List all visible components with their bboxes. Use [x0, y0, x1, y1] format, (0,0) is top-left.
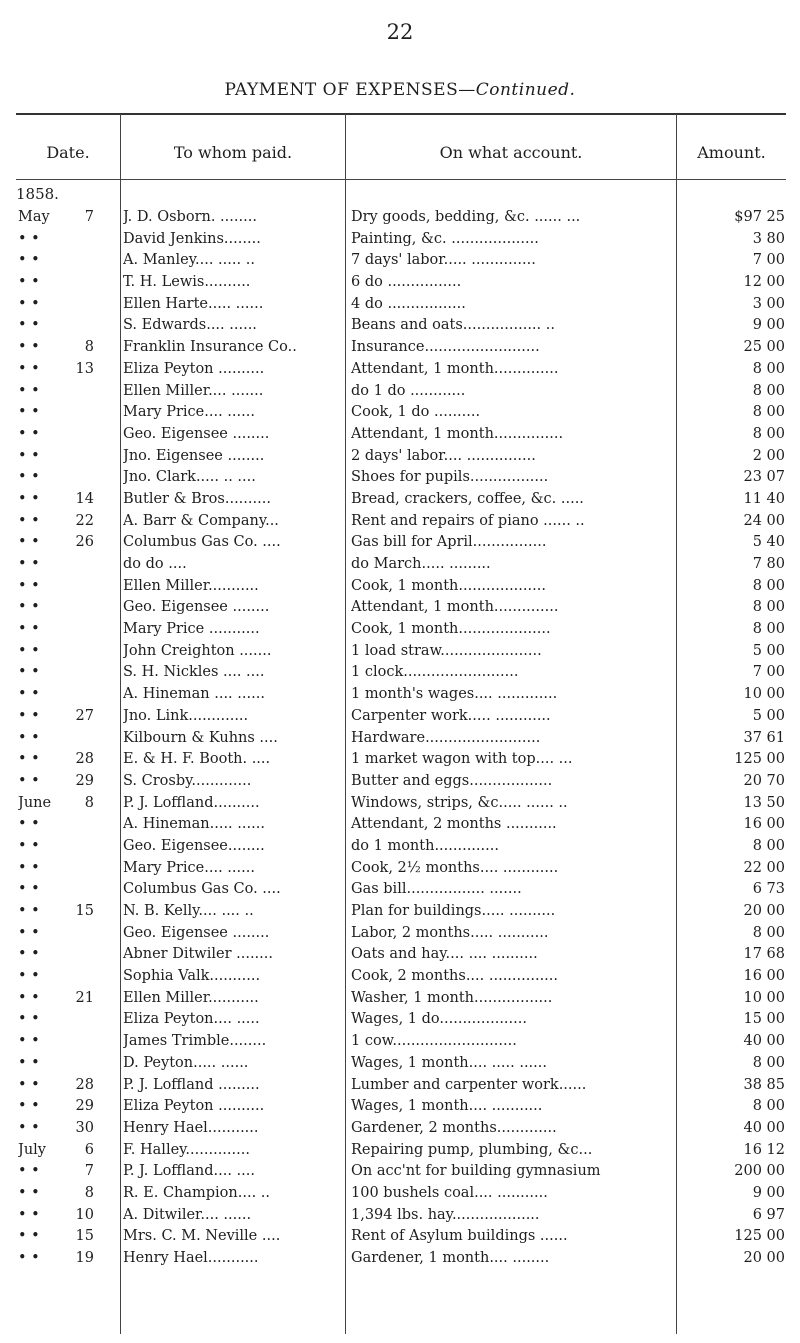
- row-payee: P. J. Loffland .........: [123, 1076, 260, 1093]
- row-account: 1 clock.........................: [351, 664, 519, 681]
- row-amount: 3 80: [752, 230, 785, 247]
- row-month: • •: [18, 837, 40, 854]
- row-account: Cook, 1 month...................: [351, 577, 546, 594]
- row-amount: 5 00: [752, 707, 785, 724]
- table-row: [0, 684, 800, 706]
- row-payee: Eliza Peyton.... .....: [123, 1011, 260, 1028]
- expense-table: [0, 207, 800, 1270]
- row-payee: A. Hineman..... ......: [123, 816, 265, 833]
- table-row: [0, 576, 800, 598]
- table-row: [0, 814, 800, 836]
- row-month: • •: [18, 903, 40, 919]
- table-row: [0, 424, 800, 446]
- row-payee: Jno. Eigensee ........: [123, 447, 265, 464]
- row-month: • •: [18, 1054, 40, 1071]
- row-month: • •: [18, 295, 40, 312]
- row-day: 28: [75, 1076, 94, 1093]
- row-month: • •: [18, 989, 40, 1006]
- row-payee: E. & H. F. Booth. ....: [123, 751, 271, 768]
- row-payee: S. Edwards.... ......: [123, 317, 257, 334]
- row-day: 13: [75, 360, 94, 377]
- row-amount: 125 00: [734, 751, 785, 768]
- row-month: • •: [18, 772, 40, 789]
- row-amount: 16 12: [743, 1141, 785, 1158]
- row-account: Insurance.........................: [351, 339, 540, 356]
- table-row: [0, 988, 800, 1010]
- row-payee: Mary Price.... ......: [123, 404, 255, 421]
- row-payee: Jno. Link.............: [123, 707, 249, 724]
- row-payee: Sophia Valk...........: [123, 968, 261, 985]
- row-payee: John Creighton .......: [123, 642, 272, 659]
- row-account: 1 cow...........................: [351, 1033, 517, 1050]
- row-amount: 37 61: [743, 729, 785, 746]
- row-day: 21: [75, 989, 94, 1006]
- row-amount: 9 00: [752, 1184, 785, 1201]
- row-month: • •: [18, 339, 40, 356]
- row-account: Wages, 1 month.... ...........: [351, 1098, 543, 1115]
- row-month: • •: [18, 512, 40, 529]
- table-row: [0, 250, 800, 272]
- row-account: Butter and eggs..................: [351, 772, 553, 789]
- row-payee: David Jenkins........: [123, 230, 261, 247]
- row-payee: P. J. Loffland..........: [123, 794, 260, 811]
- table-row: [0, 402, 800, 424]
- row-account: Attendant, 1 month..............: [351, 360, 559, 377]
- table-row: [0, 446, 800, 468]
- row-amount: 8 00: [752, 837, 785, 854]
- header-rule: [16, 179, 786, 180]
- row-amount: 8 00: [752, 404, 785, 421]
- row-month: June: [18, 794, 52, 811]
- row-payee: A. Hineman .... ......: [123, 686, 265, 703]
- row-amount: 7 00: [752, 664, 785, 681]
- row-payee: P. J. Loffland.... ....: [123, 1163, 255, 1180]
- row-account: 7 days' labor..... ..............: [351, 252, 536, 269]
- row-payee: R. E. Champion.... ..: [123, 1184, 271, 1201]
- row-day: 8: [84, 1184, 94, 1201]
- row-day: 19: [75, 1250, 94, 1266]
- table-row: [0, 1096, 800, 1118]
- row-month: • •: [18, 1098, 40, 1115]
- row-amount: 25 00: [743, 339, 785, 356]
- row-month: • •: [18, 317, 40, 334]
- table-row: [0, 793, 800, 815]
- table-row: [0, 1183, 800, 1205]
- row-amount: 8 00: [752, 425, 785, 442]
- row-payee: Mary Price ...........: [123, 621, 260, 638]
- row-account: Repairing pump, plumbing, &c...: [351, 1141, 593, 1158]
- row-day: 30: [75, 1119, 94, 1136]
- row-account: 4 do .................: [351, 295, 466, 312]
- table-row: [0, 207, 800, 229]
- row-month: • •: [18, 469, 40, 486]
- table-row: [0, 1009, 800, 1031]
- row-payee: Butler & Bros..........: [123, 490, 271, 507]
- row-amount: 20 00: [743, 903, 785, 919]
- row-account: Cook, 2½ months.... ............: [351, 859, 559, 876]
- table-row: [0, 923, 800, 945]
- table-row: [0, 771, 800, 793]
- row-amount: 8 00: [752, 360, 785, 377]
- row-account: Oats and hay.... .... ..........: [351, 946, 538, 963]
- row-payee: Ellen Harte..... ......: [123, 295, 264, 312]
- row-amount: 8 00: [752, 1054, 785, 1071]
- column-header-account: On what account.: [439, 143, 583, 162]
- row-amount: 200 00: [734, 1163, 785, 1180]
- row-month: • •: [18, 707, 40, 724]
- row-amount: 8 00: [752, 1098, 785, 1115]
- row-account: do 1 do ............: [351, 382, 466, 399]
- row-month: • •: [18, 252, 40, 269]
- row-payee: A. Manley.... ..... ..: [123, 252, 255, 269]
- row-payee: D. Peyton..... ......: [123, 1054, 249, 1071]
- row-amount: $97 25: [734, 209, 785, 225]
- column-header-payee: To whom paid.: [173, 143, 293, 162]
- row-payee: Jno. Clark..... .. ....: [123, 469, 256, 486]
- row-day: 15: [75, 1228, 94, 1245]
- row-day: 7: [84, 1163, 94, 1180]
- row-account: Labor, 2 months..... ...........: [351, 924, 549, 941]
- row-month: • •: [18, 1076, 40, 1093]
- row-amount: 20 70: [743, 772, 785, 789]
- row-account: Wages, 1 do...................: [351, 1011, 527, 1028]
- row-account: Gas bill for April................: [351, 534, 547, 551]
- row-amount: 40 00: [743, 1119, 785, 1136]
- row-amount: 2 00: [752, 447, 785, 464]
- row-month: • •: [18, 1206, 40, 1223]
- row-account: Bread, crackers, coffee, &c. .....: [351, 490, 584, 507]
- row-account: 6 do ................: [351, 274, 462, 291]
- row-account: On acc'nt for building gymnasium: [351, 1163, 601, 1180]
- row-month: • •: [18, 924, 40, 941]
- row-month: • •: [18, 642, 40, 659]
- row-day: 29: [75, 772, 94, 789]
- table-row: [0, 901, 800, 923]
- row-day: 6: [84, 1141, 94, 1158]
- row-amount: 11 40: [743, 490, 785, 507]
- table-row: [0, 554, 800, 576]
- row-month: • •: [18, 404, 40, 421]
- row-month: • •: [18, 556, 40, 572]
- row-amount: 5 40: [752, 534, 785, 551]
- row-month: • •: [18, 1163, 40, 1180]
- row-account: Rent of Asylum buildings ......: [351, 1228, 568, 1245]
- row-month: • •: [18, 490, 40, 507]
- row-account: 2 days' labor.... ...............: [351, 447, 536, 464]
- row-month: • •: [18, 230, 40, 247]
- row-amount: 15 00: [743, 1011, 785, 1028]
- row-account: Cook, 1 do ..........: [351, 404, 481, 421]
- row-amount: 7 80: [752, 556, 785, 572]
- row-account: 1 load straw......................: [351, 642, 542, 659]
- row-payee: Geo. Eigensee ........: [123, 599, 270, 616]
- row-payee: James Trimble........: [123, 1033, 267, 1050]
- table-row: [0, 836, 800, 858]
- row-account: Cook, 1 month....................: [351, 621, 551, 638]
- row-payee: Abner Ditwiler ........: [123, 946, 273, 963]
- row-month: • •: [18, 881, 40, 898]
- table-row: [0, 879, 800, 901]
- row-month: • •: [18, 534, 40, 551]
- heading-text: PAYMENT OF EXPENSES—: [224, 80, 476, 100]
- row-amount: 3 00: [752, 295, 785, 312]
- row-month: • •: [18, 1250, 40, 1266]
- heading-continued: Continued.: [475, 80, 576, 100]
- row-amount: 8 00: [752, 382, 785, 399]
- row-month: • •: [18, 360, 40, 377]
- row-payee: Mary Price.... ......: [123, 859, 255, 876]
- row-amount: 8 00: [752, 599, 785, 616]
- row-payee: Eliza Peyton ..........: [123, 360, 265, 377]
- row-payee: Geo. Eigensee ........: [123, 425, 270, 442]
- table-row: [0, 1140, 800, 1162]
- row-month: May: [18, 209, 50, 225]
- table-row: [0, 511, 800, 533]
- row-month: • •: [18, 1011, 40, 1028]
- row-month: • •: [18, 425, 40, 442]
- row-amount: 22 00: [743, 859, 785, 876]
- row-amount: 24 00: [743, 512, 785, 529]
- table-row: [0, 1205, 800, 1227]
- row-month: • •: [18, 1228, 40, 1245]
- row-month: • •: [18, 599, 40, 616]
- row-payee: A. Ditwiler.... ......: [123, 1206, 252, 1223]
- row-day: 28: [75, 751, 94, 768]
- table-row: [0, 294, 800, 316]
- column-header-date: Date.: [46, 143, 90, 162]
- table-row: [0, 359, 800, 381]
- page-number: 22: [386, 20, 414, 44]
- row-month: • •: [18, 1184, 40, 1201]
- row-account: Cook, 2 months.... ...............: [351, 968, 559, 985]
- row-month: • •: [18, 686, 40, 703]
- row-day: 8: [84, 339, 94, 356]
- row-month: • •: [18, 1119, 40, 1136]
- row-amount: 9 00: [752, 317, 785, 334]
- table-row: [0, 229, 800, 251]
- year-label: 1858.: [16, 185, 59, 203]
- row-amount: 17 68: [743, 946, 785, 963]
- row-account: Plan for buildings..... ..........: [351, 903, 556, 919]
- row-amount: 16 00: [743, 816, 785, 833]
- row-account: Wages, 1 month.... ..... ......: [351, 1054, 547, 1071]
- row-payee: N. B. Kelly.... .... ..: [123, 903, 254, 919]
- table-row: [0, 728, 800, 750]
- row-payee: do do ....: [123, 556, 187, 572]
- row-payee: Mrs. C. M. Neville ....: [123, 1228, 281, 1245]
- row-account: Painting, &c. ...................: [351, 230, 539, 247]
- row-amount: 125 00: [734, 1228, 785, 1245]
- row-month: • •: [18, 946, 40, 963]
- row-payee: Geo. Eigensee ........: [123, 924, 270, 941]
- row-day: 22: [75, 512, 94, 529]
- row-month: • •: [18, 447, 40, 464]
- row-month: • •: [18, 664, 40, 681]
- row-account: Gardener, 2 months.............: [351, 1119, 557, 1136]
- table-row: [0, 381, 800, 403]
- top-rule: [16, 113, 786, 115]
- table-row: [0, 489, 800, 511]
- row-amount: 16 00: [743, 968, 785, 985]
- table-row: [0, 1075, 800, 1097]
- table-row: [0, 337, 800, 359]
- table-row: [0, 532, 800, 554]
- row-account: Dry goods, bedding, &c. ...... ...: [351, 209, 581, 225]
- row-amount: 8 00: [752, 924, 785, 941]
- row-day: 29: [75, 1098, 94, 1115]
- table-row: [0, 467, 800, 489]
- row-day: 27: [75, 707, 94, 724]
- row-payee: Franklin Insurance Co..: [123, 339, 297, 356]
- row-amount: 8 00: [752, 621, 785, 638]
- row-account: Hardware.........................: [351, 729, 541, 746]
- row-amount: 10 00: [743, 989, 785, 1006]
- row-payee: S. H. Nickles .... ....: [123, 664, 265, 681]
- row-account: Rent and repairs of piano ...... ..: [351, 512, 585, 529]
- row-payee: Ellen Miller...........: [123, 989, 259, 1006]
- row-amount: 38 85: [743, 1076, 785, 1093]
- row-amount: 6 73: [752, 881, 785, 898]
- row-payee: Columbus Gas Co. ....: [123, 534, 281, 551]
- table-row: [0, 706, 800, 728]
- row-payee: Columbus Gas Co. ....: [123, 881, 281, 898]
- row-amount: 20 00: [743, 1250, 785, 1266]
- row-account: 1 month's wages.... .............: [351, 686, 558, 703]
- row-account: do 1 month..............: [351, 837, 499, 854]
- row-account: Carpenter work..... ............: [351, 707, 551, 724]
- row-month: • •: [18, 621, 40, 638]
- row-month: • •: [18, 968, 40, 985]
- row-month: • •: [18, 1033, 40, 1050]
- row-payee: Eliza Peyton ..........: [123, 1098, 265, 1115]
- row-month: • •: [18, 577, 40, 594]
- row-payee: A. Barr & Company...: [123, 512, 279, 529]
- table-row: [0, 641, 800, 663]
- row-account: Beans and oats................. ..: [351, 317, 555, 334]
- column-header-amount: Amount.: [697, 143, 766, 162]
- table-row: [0, 858, 800, 880]
- row-payee: Henry Hael...........: [123, 1119, 259, 1136]
- table-row: [0, 662, 800, 684]
- row-account: 1 market wagon with top.... ...: [351, 751, 573, 768]
- row-day: 10: [75, 1206, 94, 1223]
- row-payee: F. Halley..............: [123, 1141, 250, 1158]
- row-day: 15: [75, 903, 94, 919]
- row-day: 26: [75, 534, 94, 551]
- table-row: [0, 597, 800, 619]
- row-account: Lumber and carpenter work......: [351, 1076, 587, 1093]
- table-row: [0, 944, 800, 966]
- row-payee: Ellen Miller...........: [123, 577, 259, 594]
- row-account: Gardener, 1 month.... ........: [351, 1250, 550, 1266]
- row-amount: 13 50: [743, 794, 785, 811]
- row-account: 100 bushels coal.... ...........: [351, 1184, 548, 1201]
- row-month: July: [18, 1141, 46, 1158]
- row-amount: 5 00: [752, 642, 785, 659]
- table-row: [0, 966, 800, 988]
- row-day: 8: [84, 794, 94, 811]
- row-amount: 12 00: [743, 274, 785, 291]
- row-month: • •: [18, 729, 40, 746]
- row-payee: T. H. Lewis..........: [123, 274, 251, 291]
- row-account: Attendant, 1 month..............: [351, 599, 559, 616]
- table-row: [0, 1161, 800, 1183]
- row-month: • •: [18, 816, 40, 833]
- row-payee: J. D. Osborn. ........: [123, 209, 257, 225]
- row-month: • •: [18, 751, 40, 768]
- row-amount: 40 00: [743, 1033, 785, 1050]
- row-amount: 10 00: [743, 686, 785, 703]
- row-payee: Ellen Miller.... .......: [123, 382, 264, 399]
- row-amount: 6 97: [752, 1206, 785, 1223]
- table-row: [0, 1248, 800, 1270]
- row-amount: 8 00: [752, 577, 785, 594]
- row-day: 7: [84, 209, 94, 225]
- table-row: [0, 619, 800, 641]
- row-amount: 23 07: [743, 469, 785, 486]
- table-row: [0, 272, 800, 294]
- row-month: • •: [18, 859, 40, 876]
- table-row: [0, 315, 800, 337]
- row-amount: 7 00: [752, 252, 785, 269]
- row-payee: S. Crosby.............: [123, 772, 252, 789]
- row-account: Gas bill................. .......: [351, 881, 522, 898]
- page-heading: [0, 80, 800, 100]
- row-account: Windows, strips, &c..... ...... ..: [351, 794, 568, 811]
- row-month: • •: [18, 274, 40, 291]
- row-payee: Geo. Eigensee........: [123, 837, 265, 854]
- row-day: 14: [75, 490, 94, 507]
- table-row: [0, 1053, 800, 1075]
- row-account: 1,394 lbs. hay...................: [351, 1206, 540, 1223]
- row-account: Shoes for pupils.................: [351, 469, 549, 486]
- row-payee: Henry Hael...........: [123, 1250, 259, 1266]
- table-row: [0, 749, 800, 771]
- row-account: Attendant, 1 month...............: [351, 425, 564, 442]
- row-account: Washer, 1 month.................: [351, 989, 553, 1006]
- table-row: [0, 1031, 800, 1053]
- table-row: [0, 1118, 800, 1140]
- row-payee: Kilbourn & Kuhns ....: [123, 729, 278, 746]
- row-account: Attendant, 2 months ...........: [351, 816, 557, 833]
- row-month: • •: [18, 382, 40, 399]
- table-row: [0, 1226, 800, 1248]
- row-account: do March..... .........: [351, 556, 491, 572]
